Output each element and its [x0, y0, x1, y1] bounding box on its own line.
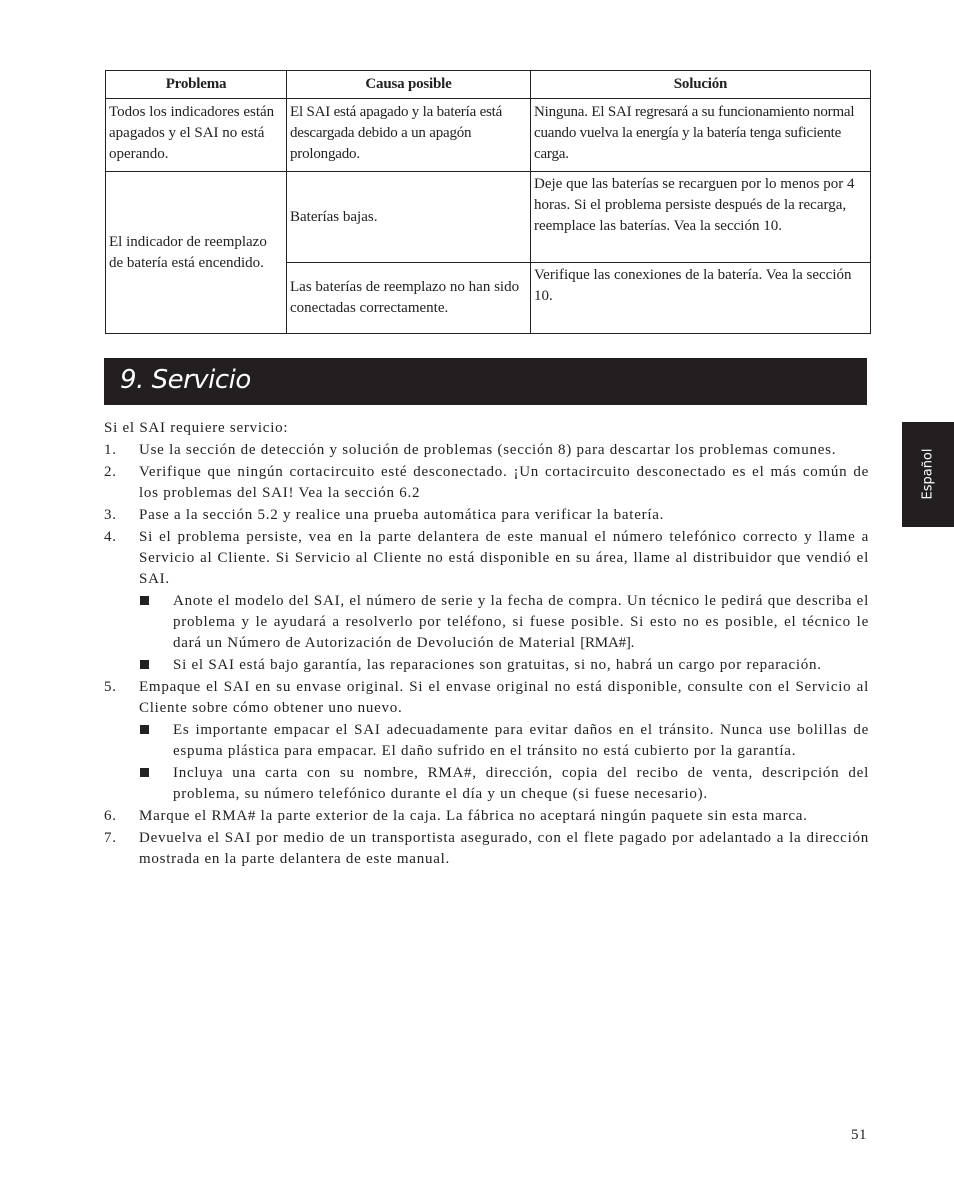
bullet-text: Anote el modelo del SAI, el número de serie y la fecha de compra. Un técnico le pedirá que describa el problema y le ayudará a resolverlo por teléfono, si fuese posible. Si esto no es posible, el técnico le dará un Número de Autorización de Devolución de Material [173, 593, 869, 651]
bullet-item [139, 720, 869, 762]
problem-cell: Todos los indicadores están apagados y el SAI no está operando. [106, 99, 287, 172]
square-bullet-icon [140, 725, 149, 734]
list-item [104, 806, 869, 827]
item-text: Use la sección de detección y solución de problemas (sección 8) para descartar los problemas comunes. [139, 442, 837, 458]
item-number: 6. [104, 808, 117, 824]
language-side-tab [902, 422, 954, 527]
square-bullet-icon [140, 768, 149, 777]
table-row [106, 172, 871, 263]
side-tab-label: Español [920, 448, 936, 500]
list-item [104, 527, 869, 676]
item-text: Si el problema persiste, vea en la parte delantera de este manual el número telefónico correcto y llame a Servicio al Cliente. Si Servicio al Cliente no está disponible en su área, llame al distribuidor que vendió el SAI. [139, 529, 869, 587]
section-title: 9. Servicio [120, 365, 251, 395]
bullet-item [139, 655, 869, 676]
list-item [104, 440, 869, 461]
list-item [104, 828, 869, 870]
cause-cell: El SAI está apagado y la batería está descargada debido a un apagón prolongado. [287, 99, 531, 172]
cause-cell: Baterías bajas. [287, 172, 531, 263]
header-causa: Causa posible [287, 71, 531, 99]
solution-cell: Ninguna. El SAI regresará a su funcionamiento normal cuando vuelva la energía y la batería tenga suficiente carga. [531, 99, 871, 172]
solution-cell: Verifique las conexiones de la batería. Vea la sección 10. [531, 263, 871, 334]
item-number: 1. [104, 442, 117, 458]
item-text: Marque el RMA# la parte exterior de la caja. La fábrica no aceptará ningún paquete sin esta marca. [139, 808, 808, 824]
header-problema: Problema [106, 71, 287, 99]
bullet-text: Es importante empacar el SAI adecuadamente para evitar daños en el tránsito. Nunca use bolillas de espuma plástica para empacar. El daño sufrido en el tránsito no está cubierto por la garantía. [173, 722, 869, 759]
section-heading-bar [104, 358, 867, 405]
item-number: 2. [104, 464, 117, 480]
cause-cell: Las baterías de reemplazo no han sido conectadas correctamente. [287, 263, 531, 334]
item-text: Devuelva el SAI por medio de un transportista asegurado, con el flete pagado por adelantado a la dirección mostrada en la parte delantera de este manual. [139, 830, 869, 867]
item-number: 5. [104, 679, 117, 695]
troubleshooting-table [105, 70, 871, 334]
table-header-row [106, 71, 871, 99]
item-number: 4. [104, 529, 117, 545]
list-item [104, 677, 869, 805]
list-item [104, 505, 869, 526]
bullet-text-rma: [RMA#]. [580, 635, 635, 651]
bullet-item [139, 763, 869, 805]
bullet-item [139, 591, 869, 654]
item-text: Empaque el SAI en su envase original. Si el envase original no está disponible, consulte con el Servicio al Cliente sobre cómo obtener uno nuevo. [139, 679, 869, 716]
service-instructions [104, 418, 869, 871]
problem-cell: El indicador de reemplazo de batería está encendido. [106, 172, 287, 334]
bullet-text: Si el SAI está bajo garantía, las reparaciones son gratuitas, si no, habrá un cargo por reparación. [173, 657, 822, 673]
item-text: Pase a la sección 5.2 y realice una prueba automática para verificar la batería. [139, 507, 665, 523]
square-bullet-icon [140, 596, 149, 605]
bullet-text: Incluya una carta con su nombre, RMA#, dirección, copia del recibo de venta, descripción del problema, su número telefónico durante el día y un cheque (si fuese necesario). [173, 765, 869, 802]
item-number: 7. [104, 830, 117, 846]
header-solucion: Solución [531, 71, 871, 99]
item-number: 3. [104, 507, 117, 523]
table-row [106, 99, 871, 172]
solution-cell: Deje que las baterías se recarguen por lo menos por 4 horas. Si el problema persiste después de la recarga, reemplace las baterías. Vea la sección 10. [531, 172, 871, 263]
square-bullet-icon [140, 660, 149, 669]
item-text: Verifique que ningún cortacircuito esté desconectado. ¡Un cortacircuito desconectado es el más común de los problemas del SAI! Vea la sección 6.2 [139, 464, 869, 501]
page-number: 51 [851, 1127, 867, 1143]
list-item [104, 462, 869, 504]
intro-text: Si el SAI requiere servicio: [104, 420, 289, 436]
